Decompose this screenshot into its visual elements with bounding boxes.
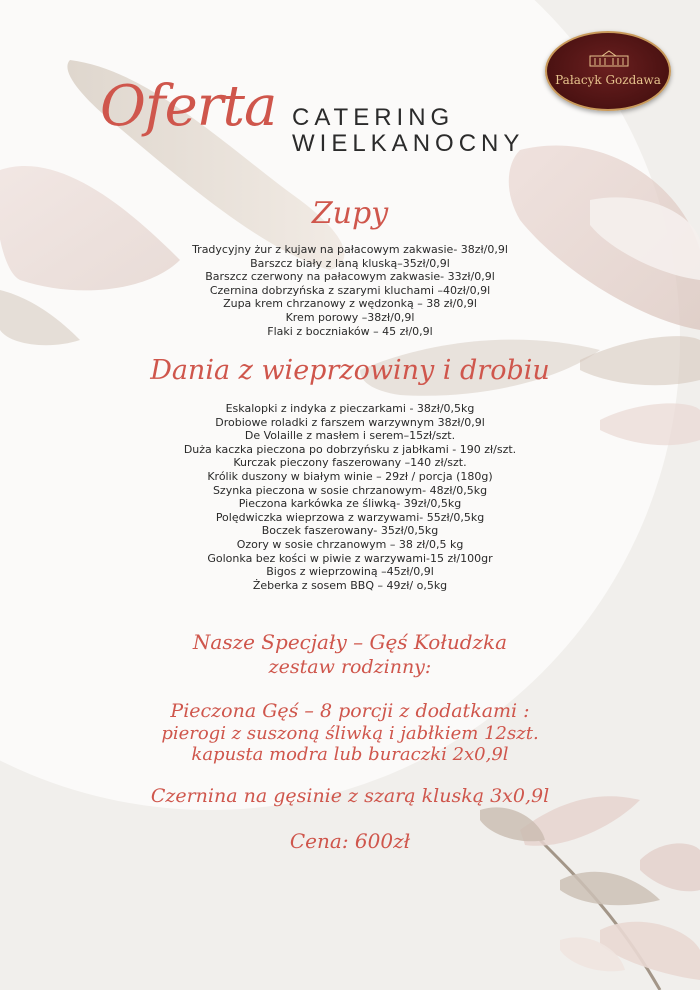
- mains-heading: Dania z wieprzowiny i drobiu: [150, 355, 550, 386]
- list-item: Kurczak pieczony faszerowany –140 zł/szt.: [233, 456, 467, 470]
- subtitle-line-2: WIELKANOCNY: [292, 130, 525, 157]
- list-item: Barszcz czerwony na pałacowym zakwasie- 33zł/0,9l: [205, 270, 495, 284]
- list-item: Bigos z wieprzowiną –45zł/0,9l: [266, 565, 434, 579]
- list-item: Polędwiczka wieprzowa z warzywami- 55zł/0,5kg: [215, 510, 485, 524]
- catering-subtitle: [292, 105, 524, 157]
- soups-heading: Zupy: [311, 196, 389, 231]
- list-item: Golonka bez kości w piwie z warzywami-15 zł/100gr: [207, 551, 493, 565]
- offer-title: Oferta: [100, 74, 277, 139]
- list-item: Ozory w sosie chrzanowym – 38 zł/0,5 kg: [236, 537, 464, 551]
- list-item: Żeberka z sosem BBQ – 49zł/ o,5kg: [252, 578, 448, 592]
- list-item: Zupa krem chrzanowy z wędzonką – 38 zł/0,9l: [223, 297, 477, 311]
- restaurant-logo: [545, 31, 671, 111]
- special-dish-line-1: Pieczona Gęś – 8 porcji z dodatkami :: [170, 700, 530, 722]
- list-item: Boczek faszerowany- 35zł/0,5kg: [261, 524, 439, 538]
- list-item: Flaki z boczniaków – 45 zł/0,9l: [267, 324, 433, 338]
- list-item: Duża kaczka pieczona po dobrzyńsku z jabłkami - 190 zł/szt.: [183, 442, 517, 456]
- list-item: Pieczona karkówka ze śliwką- 39zł/0,5kg: [238, 497, 462, 511]
- special-subtitle: zestaw rodzinny:: [268, 656, 432, 678]
- list-item: Eskalopki z indyka z pieczarkami - 38zł/0,5kg: [225, 402, 475, 415]
- list-item: Krem porowy –38zł/0,9l: [285, 310, 415, 324]
- list-item: Szynka pieczona w sosie chrzanowym- 48zł/0,5kg: [212, 483, 488, 497]
- special-title: Nasze Specjały – Gęś Kołudzka: [192, 630, 508, 654]
- list-item: Barszcz biały z laną kluską–35zł/0,9l: [250, 256, 450, 270]
- logo-text: Pałacyk Gozdawa: [555, 73, 661, 87]
- soups-list: [0, 243, 700, 338]
- special-price: Cena: 600zł: [289, 829, 411, 853]
- special-soup: Czernina na gęsinie z szarą kluską 3x0,9l: [150, 785, 550, 807]
- list-item: Czernina dobrzyńska z szarymi kluchami –40zł/0,9l: [209, 283, 491, 297]
- special-dish-line-2: pierogi z suszoną śliwką i jabłkiem 12szt.: [161, 723, 539, 744]
- list-item: De Volaille z masłem i serem–15zł/szt.: [244, 429, 456, 443]
- list-item: Drobiowe roladki z farszem warzywnym 38zł/0,9l: [215, 415, 485, 429]
- subtitle-line-1: CATERING: [292, 104, 455, 131]
- palace-icon: [588, 49, 630, 67]
- list-item: Tradycyjny żur z kujaw na pałacowym zakwasie- 38zł/0,9l: [192, 243, 508, 256]
- special-dish-line-3: kapusta modra lub buraczki 2x0,9l: [191, 744, 509, 765]
- mains-list: [0, 402, 700, 592]
- list-item: Królik duszony w białym winie – 29zł / porcja (180g): [207, 469, 493, 483]
